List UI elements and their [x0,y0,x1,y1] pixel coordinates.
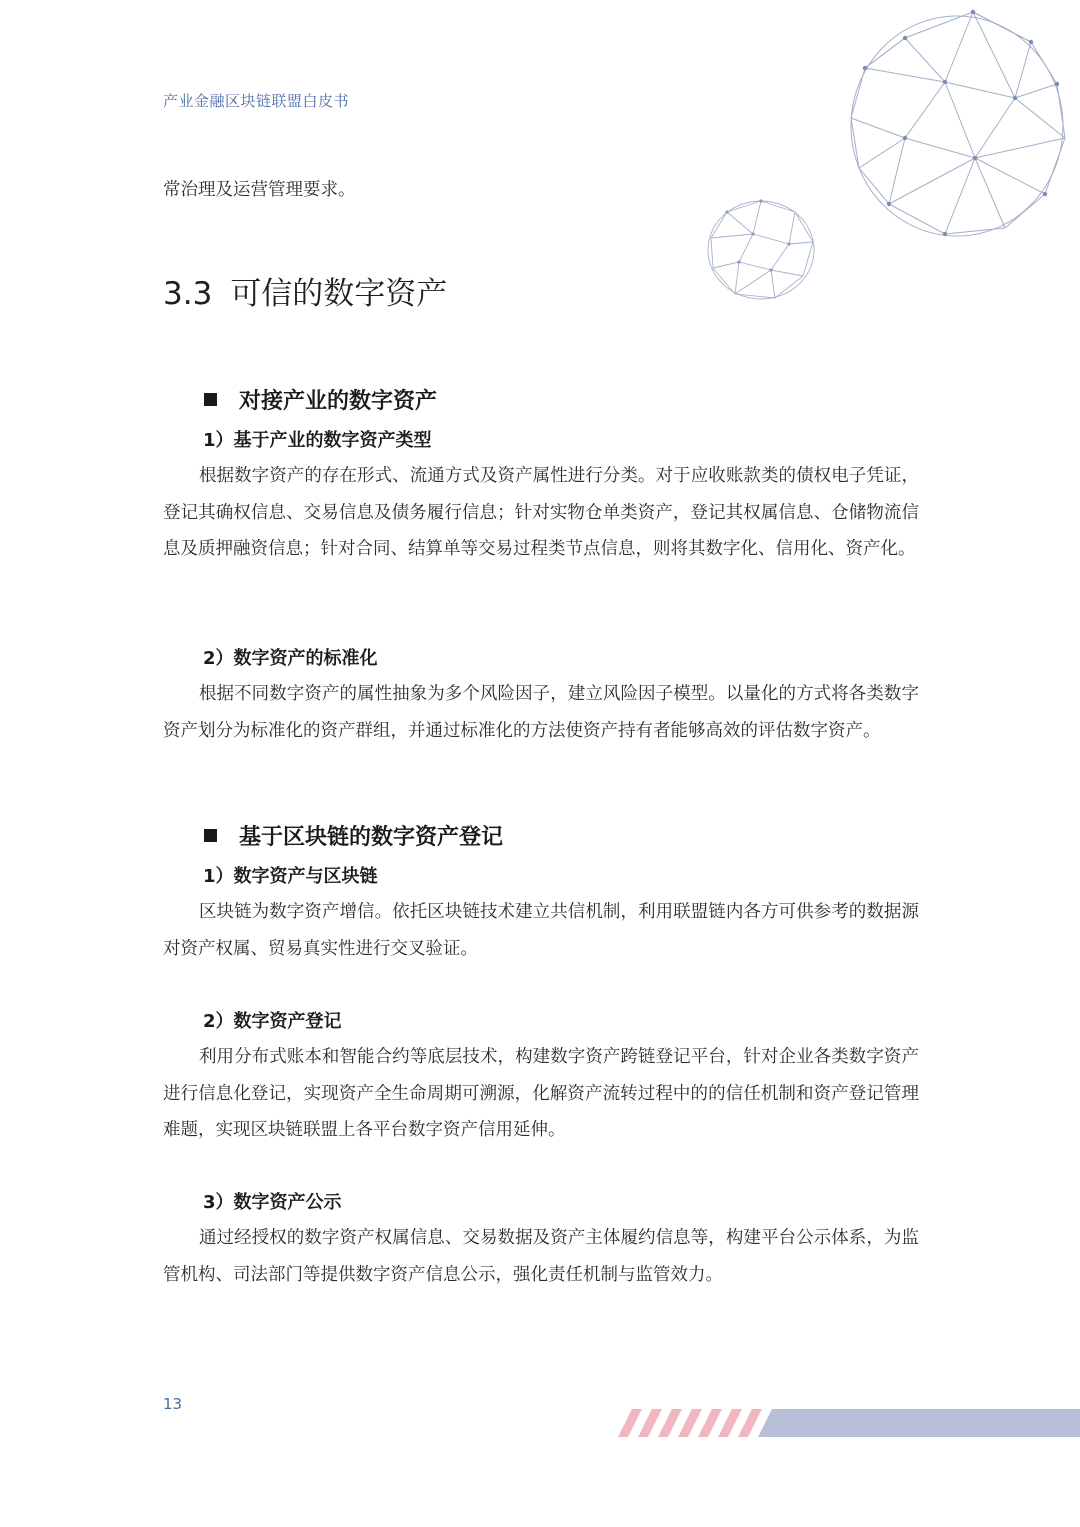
page-number: 13 [163,1395,183,1413]
header-title: 产业金融区块链联盟白皮书 [163,92,350,110]
subsection-heading [204,384,437,415]
subsection-title: 基于区块链的数字资产登记 [239,825,504,850]
square-bullet-icon [204,829,217,842]
wireframe-sphere-small [705,198,817,302]
paragraph: 通过经授权的数字资产权属信息、交易数据及资产主体履约信息等，构建平台公示体系，为监管机构、司法部门等提供数字资产信息公示，强化责任机制与监管效力。 [163,1228,919,1285]
section-heading [163,268,447,313]
item-heading: 3）数字资产公示 [203,1192,342,1213]
item-heading: 2）数字资产登记 [203,1011,342,1032]
paragraph: 根据不同数字资产的属性抽象为多个风险因子，建立风险因子模型。以量化的方式将各类数字资产划分为标准化的资产群组，并通过标准化的方法使资产持有者能够高效的评估数字资产。 [163,684,919,741]
section-number: 3.3 [163,276,213,312]
section-title: 可信的数字资产 [230,276,448,312]
footer-stripe-bar [618,1409,1080,1437]
subsection-title: 对接产业的数字资产 [239,389,438,414]
item-heading: 1）基于产业的数字资产类型 [203,430,432,451]
paragraph: 根据数字资产的存在形式、流通方式及资产属性进行分类。对于应收账款类的债权电子凭证，登记其确权信息、交易信息及债务履行信息；针对实物仓单类资产，登记其权属信息、仓储物流信息及质押融资信息；针对合同、结算单等交易过程类节点信息，则将其数字化、信用化、资产化。 [163,466,919,559]
intro-line: 常治理及运营管理要求。 [163,180,356,200]
paragraph: 区块链为数字资产增信。依托区块链技术建立共信机制，利用联盟链内各方可供参考的数据源对资产权属、贸易真实性进行交叉验证。 [163,902,919,959]
paragraph: 利用分布式账本和智能合约等底层技术，构建数字资产跨链登记平台，针对企业各类数字资产进行信息化登记，实现资产全生命周期可溯源，化解资产流转过程中的的信任机制和资产登记管理难题，实现区块链联盟上各平台数字资产信用延伸。 [163,1047,919,1140]
square-bullet-icon [204,393,217,406]
item-heading: 2）数字资产的标准化 [203,648,378,669]
item-heading: 1）数字资产与区块链 [203,866,378,887]
subsection-heading [204,820,503,851]
